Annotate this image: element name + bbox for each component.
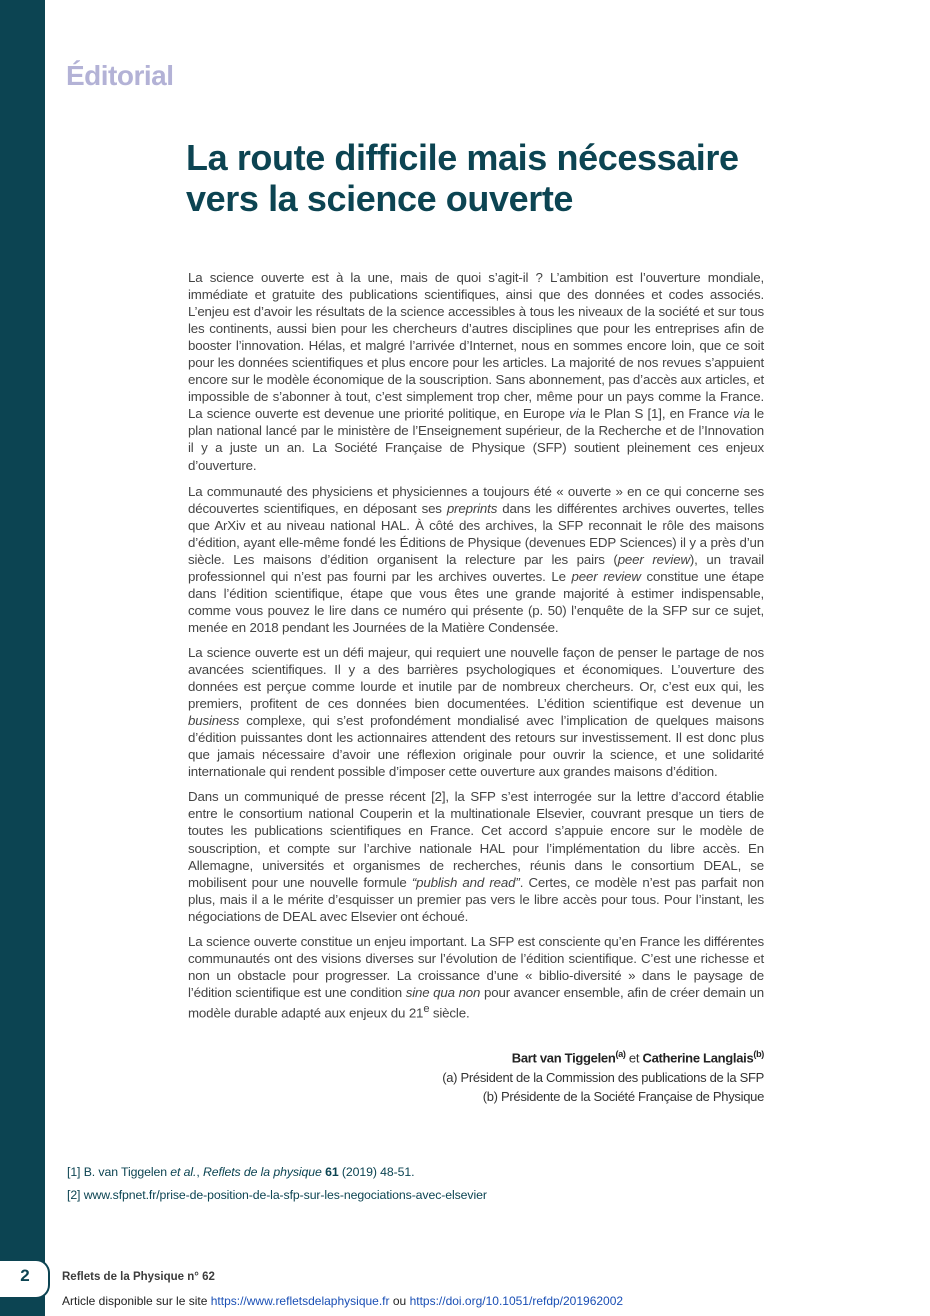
site-link[interactable]: https://www.refletsdelaphysique.fr: [210, 1294, 390, 1308]
doi-link[interactable]: https://doi.org/10.1051/refdp/201962002: [409, 1294, 624, 1308]
title-line: La route difficile mais nécessaire: [186, 137, 739, 178]
author-mark: (b): [753, 1049, 764, 1059]
availability-text: Article disponible sur le site: [62, 1294, 208, 1308]
section-label: Éditorial: [66, 60, 174, 91]
journal-name: Reflets de la Physique n° 62: [62, 1271, 215, 1283]
author-name: Catherine Langlais: [642, 1050, 754, 1066]
title-line: vers la science ouverte: [186, 178, 574, 219]
reference-item: [1] B. van Tiggelen et al., Reflets de la physique 61 (2019) 48-51.: [67, 1165, 415, 1179]
affiliation: (b) Présidente de la Société Française de Physique: [482, 1089, 764, 1105]
author-name: Bart van Tiggelen: [511, 1050, 616, 1066]
authors-line: [442, 1045, 764, 1068]
paragraph: Dans un communiqué de presse récent [2], la SFP s’est interrogée sur la lettre d’accord établie entre le consortium national Couperin et la multinationale Elsevier, couvrant presque un tiers de toutes les publications scientifiques en France. Cet accord s’appuie encore sur le modèle de souscription, et compte sur l’archive nationale HAL pour l’implémentation du libre accès. En Allemagne, universités et organismes de recherches, réunis dans le consortium DEAL, se mobilisent pour une nouvelle formule “publish and read”. Certes, ce modèle n’est pas parfait non plus, mais il a le mérite d’esquisser un premier pas vers le libre accès pour tous. Pour l’instant, les négociations de DEAL avec Elsevier ont échoué.: [188, 789, 765, 924]
affiliation: (a) Président de la Commission des publications de la SFP: [442, 1069, 764, 1085]
paragraph: La science ouverte constitue un enjeu important. La SFP est consciente qu’en France les différentes communautés ont des visions diverses sur l’évolution de l’édition scientifique. C’est une richesse et non un obstacle pour progresser. La croissance d’une « biblio-diversité » dans le paysage de l’édition scientifique est une condition sine qua non pour avancer ensemble, afin de créer demain un modèle durable adapté aux enjeux du 21e siècle.: [188, 933, 764, 1021]
reference-link[interactable]: [2] www.sfpnet.fr/prise-de-position-de-la-sfp-sur-les-negociations-avec-elsevier: [67, 1188, 487, 1202]
article-title: [186, 137, 826, 219]
paragraph: La science ouverte est à la une, mais de quoi s’agit-il ? L’ambition est l’ouverture mondiale, immédiate et gratuite des publications scientifiques, ainsi que des données et codes associés. L’enjeu est d’avoir les résultats de la science accessibles à tous les niveaux de la société et sur tous les continents, aussi bien pour les chercheurs d’autres disciplines que pour les entreprises afin de booster l’innovation. Hélas, et malgré l’arrivée d’Internet, nous en sommes encore loin, que ce soit pour les données scientifiques et plus encore pour les articles. La majorité de nos revues s’appuient encore sur le modèle économique de la souscription. Sans abonnement, pas d’accès aux articles, et impossible de s’abonner à tout, c’est simplement trop cher, même pour un pays comme la France. La science ouverte est devenue une priorité politique, en Europe via le Plan S [1], en France via le plan national lancé par le ministère de l’Enseignement supérieur, de la Recherche et de l’Innovation il y a juste un an. La Société Française de Physique (SFP) soutient pleinement ces enjeux d’ouverture.: [188, 270, 765, 473]
availability-line: [62, 1294, 623, 1308]
references: [67, 1161, 487, 1207]
author-connector: et: [628, 1050, 640, 1066]
paragraph: La communauté des physiciens et physiciennes a toujours été « ouverte » en ce qui concerne ses découvertes scientifiques, en déposant ses preprints dans les différentes archives ouvertes, telles que ArXiv et au niveau national HAL. À côté des archives, la SFP reconnait le rôle des maisons d’édition, ayant elle-même fondé les Éditions de Physique (devenues EDP Sciences) il y a près d’un siècle. Les maisons d’édition organisent la relecture par les pairs (peer review), un travail professionnel qui n’est pas fourni par les archives ouvertes. Le peer review constitue une étape dans l’édition scientifique, étape que vous êtes une grande majorité à estimer indispensable, comme vous pouvez le lire dans ce numéro qui présente (p. 50) l’enquête de la SFP sur ce sujet, menée en 2018 pendant les Journées de la Matière Condensée.: [188, 483, 764, 635]
availability-connector: ou: [392, 1294, 407, 1308]
left-margin-bar: [0, 0, 45, 1316]
page-number: 2: [20, 1266, 30, 1285]
author-mark: (a): [615, 1049, 626, 1059]
signature-block: [442, 1045, 764, 1107]
paragraph: La science ouverte est un défi majeur, qui requiert une nouvelle façon de penser le partage de nos avancées scientifiques. Il y a des barrières psychologiques et économiques. L’ouverture des données est perçue comme lourde et inutile par de nombreux chercheurs. Or, c’est eux qui, les premiers, profitent de ces données bien documentées. L’édition scientifique est devenue un business complexe, qui s’est profondément mondialisé avec l’implication de quelques maisons d’édition puissantes dont les actionnaires attendent des retours sur investissement. Il est donc plus que jamais nécessaire d’avoir une réflexion originale pour ouvrir la science, et une solidarité internationale qui rendent possible d’imposer cette ouverture aux grandes maisons d’édition.: [188, 644, 764, 780]
article-body: [188, 269, 764, 1029]
